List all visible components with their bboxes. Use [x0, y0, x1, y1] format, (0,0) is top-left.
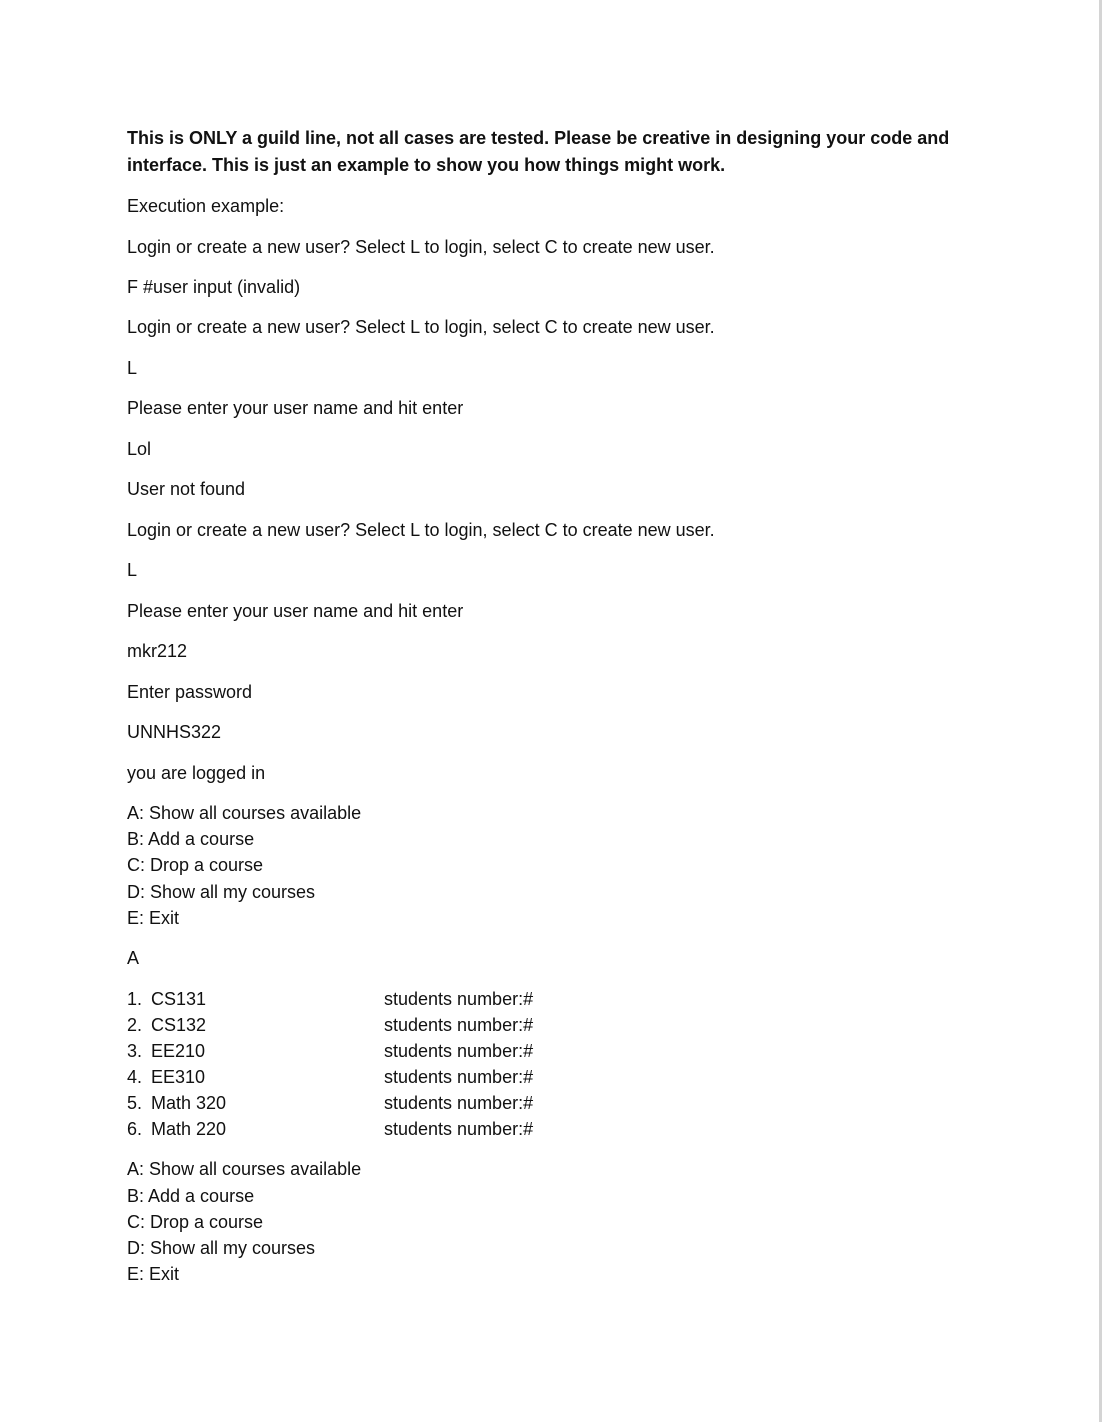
transcript-line: Enter password — [127, 682, 253, 702]
transcript-line: L — [127, 358, 138, 378]
transcript-line: Login or create a new user? Select L to login, select C to create new user. — [127, 520, 715, 540]
menu-item: A: Show all courses available — [127, 803, 362, 823]
course-name: Math 320 — [151, 1093, 227, 1113]
menu-item: B: Add a course — [127, 1186, 255, 1206]
transcript-line: Please enter your user name and hit enter — [127, 601, 464, 621]
transcript-line: Lol — [127, 439, 152, 459]
menu-choice: A — [127, 948, 140, 968]
intro-line-2: interface. This is just an example to show you how things might work. — [127, 155, 726, 175]
course-number: 2. — [127, 1015, 143, 1035]
transcript-line: Login or create a new user? Select L to login, select C to create new user. — [127, 237, 715, 257]
transcript-line: you are logged in — [127, 763, 266, 783]
transcript-line: F #user input (invalid) — [127, 277, 301, 297]
course-number: 5. — [127, 1093, 143, 1113]
transcript-line: User not found — [127, 479, 246, 499]
transcript-line: Please enter your user name and hit enter — [127, 398, 464, 418]
course-students: students number:# — [384, 1041, 534, 1061]
course-students: students number:# — [384, 1067, 534, 1087]
menu-item: D: Show all my courses — [127, 882, 316, 902]
course-name: EE210 — [151, 1041, 206, 1061]
course-students: students number:# — [384, 1015, 534, 1035]
course-name: CS132 — [151, 1015, 207, 1035]
course-number: 4. — [127, 1067, 143, 1087]
menu-item: E: Exit — [127, 1264, 180, 1284]
transcript-line: L — [127, 560, 138, 580]
menu-item: C: Drop a course — [127, 1212, 264, 1232]
menu-item: E: Exit — [127, 908, 180, 928]
intro-line-1: This is ONLY a guild line, not all cases are tested. Please be creative in designing your code and — [127, 128, 950, 148]
transcript-line: UNNHS322 — [127, 722, 222, 742]
menu-item: A: Show all courses available — [127, 1159, 362, 1179]
course-number: 3. — [127, 1041, 143, 1061]
menu-item: D: Show all my courses — [127, 1238, 316, 1258]
course-number: 6. — [127, 1119, 143, 1139]
course-number: 1. — [127, 989, 143, 1009]
course-name: EE310 — [151, 1067, 206, 1087]
course-students: students number:# — [384, 989, 534, 1009]
course-students: students number:# — [384, 1093, 534, 1113]
menu-item: B: Add a course — [127, 829, 255, 849]
transcript-line: mkr212 — [127, 641, 188, 661]
course-students: students number:# — [384, 1119, 534, 1139]
menu-item: C: Drop a course — [127, 855, 264, 875]
execution-heading: Execution example: — [127, 196, 285, 216]
course-name: Math 220 — [151, 1119, 227, 1139]
course-name: CS131 — [151, 989, 207, 1009]
transcript-line: Login or create a new user? Select L to login, select C to create new user. — [127, 317, 715, 337]
